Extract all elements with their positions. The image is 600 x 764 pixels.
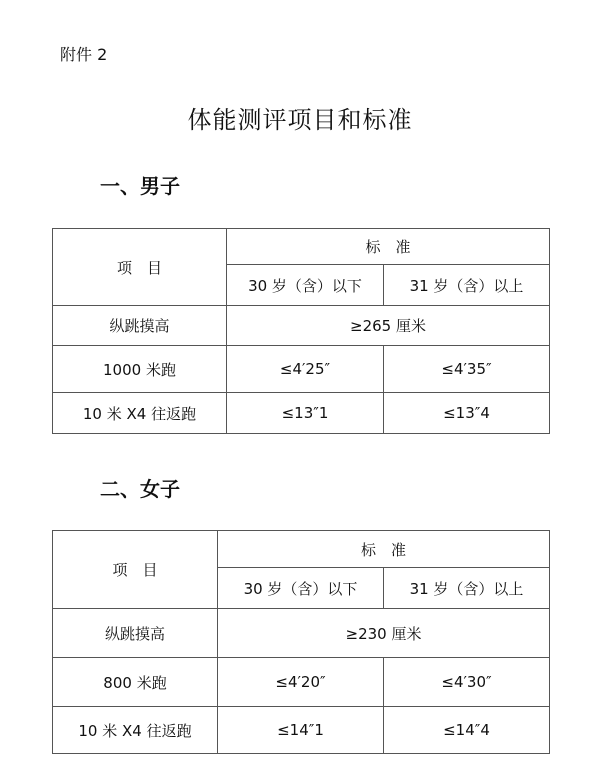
standard-merged-cell: ≥265 厘米 <box>227 306 550 346</box>
standards-table-female <box>52 530 550 754</box>
header-age-old-cell: 31 岁（含）以上 <box>384 568 550 609</box>
standards-table-male <box>52 228 550 434</box>
attachment-label: 附件 2 <box>60 45 108 64</box>
table-row <box>53 609 550 658</box>
standard-old-cell: ≤14″4 <box>384 707 550 754</box>
item-cell: 10 米 X4 往返跑 <box>53 707 218 754</box>
standard-young-cell: ≤4′20″ <box>218 658 384 707</box>
table-row <box>53 393 550 434</box>
item-cell: 1000 米跑 <box>53 346 227 393</box>
header-item-cell: 项 目 <box>53 229 227 306</box>
table-row <box>53 306 550 346</box>
standard-young-cell: ≤4′25″ <box>227 346 384 393</box>
item-cell: 纵跳摸高 <box>53 609 218 658</box>
standard-old-cell: ≤13″4 <box>384 393 550 434</box>
table-row <box>53 707 550 754</box>
section-heading-female: 二、女子 <box>100 477 180 501</box>
standard-old-cell: ≤4′35″ <box>384 346 550 393</box>
standard-merged-cell: ≥230 厘米 <box>218 609 550 658</box>
table-row <box>53 658 550 707</box>
item-cell: 10 米 X4 往返跑 <box>53 393 227 434</box>
standard-old-cell: ≤4′30″ <box>384 658 550 707</box>
header-age-old-cell: 31 岁（含）以上 <box>384 265 550 306</box>
document-title: 体能测评项目和标准 <box>187 106 413 134</box>
header-standard-cell: 标 准 <box>218 531 550 568</box>
table-header-row <box>53 229 550 265</box>
item-cell: 800 米跑 <box>53 658 218 707</box>
table-header-row <box>53 531 550 568</box>
header-standard-cell: 标 准 <box>227 229 550 265</box>
standard-young-cell: ≤14″1 <box>218 707 384 754</box>
header-age-young-cell: 30 岁（含）以下 <box>227 265 384 306</box>
item-cell: 纵跳摸高 <box>53 306 227 346</box>
header-item-cell: 项 目 <box>53 531 218 609</box>
section-heading-male: 一、男子 <box>100 174 180 198</box>
table-row <box>53 346 550 393</box>
standard-young-cell: ≤13″1 <box>227 393 384 434</box>
header-age-young-cell: 30 岁（含）以下 <box>218 568 384 609</box>
